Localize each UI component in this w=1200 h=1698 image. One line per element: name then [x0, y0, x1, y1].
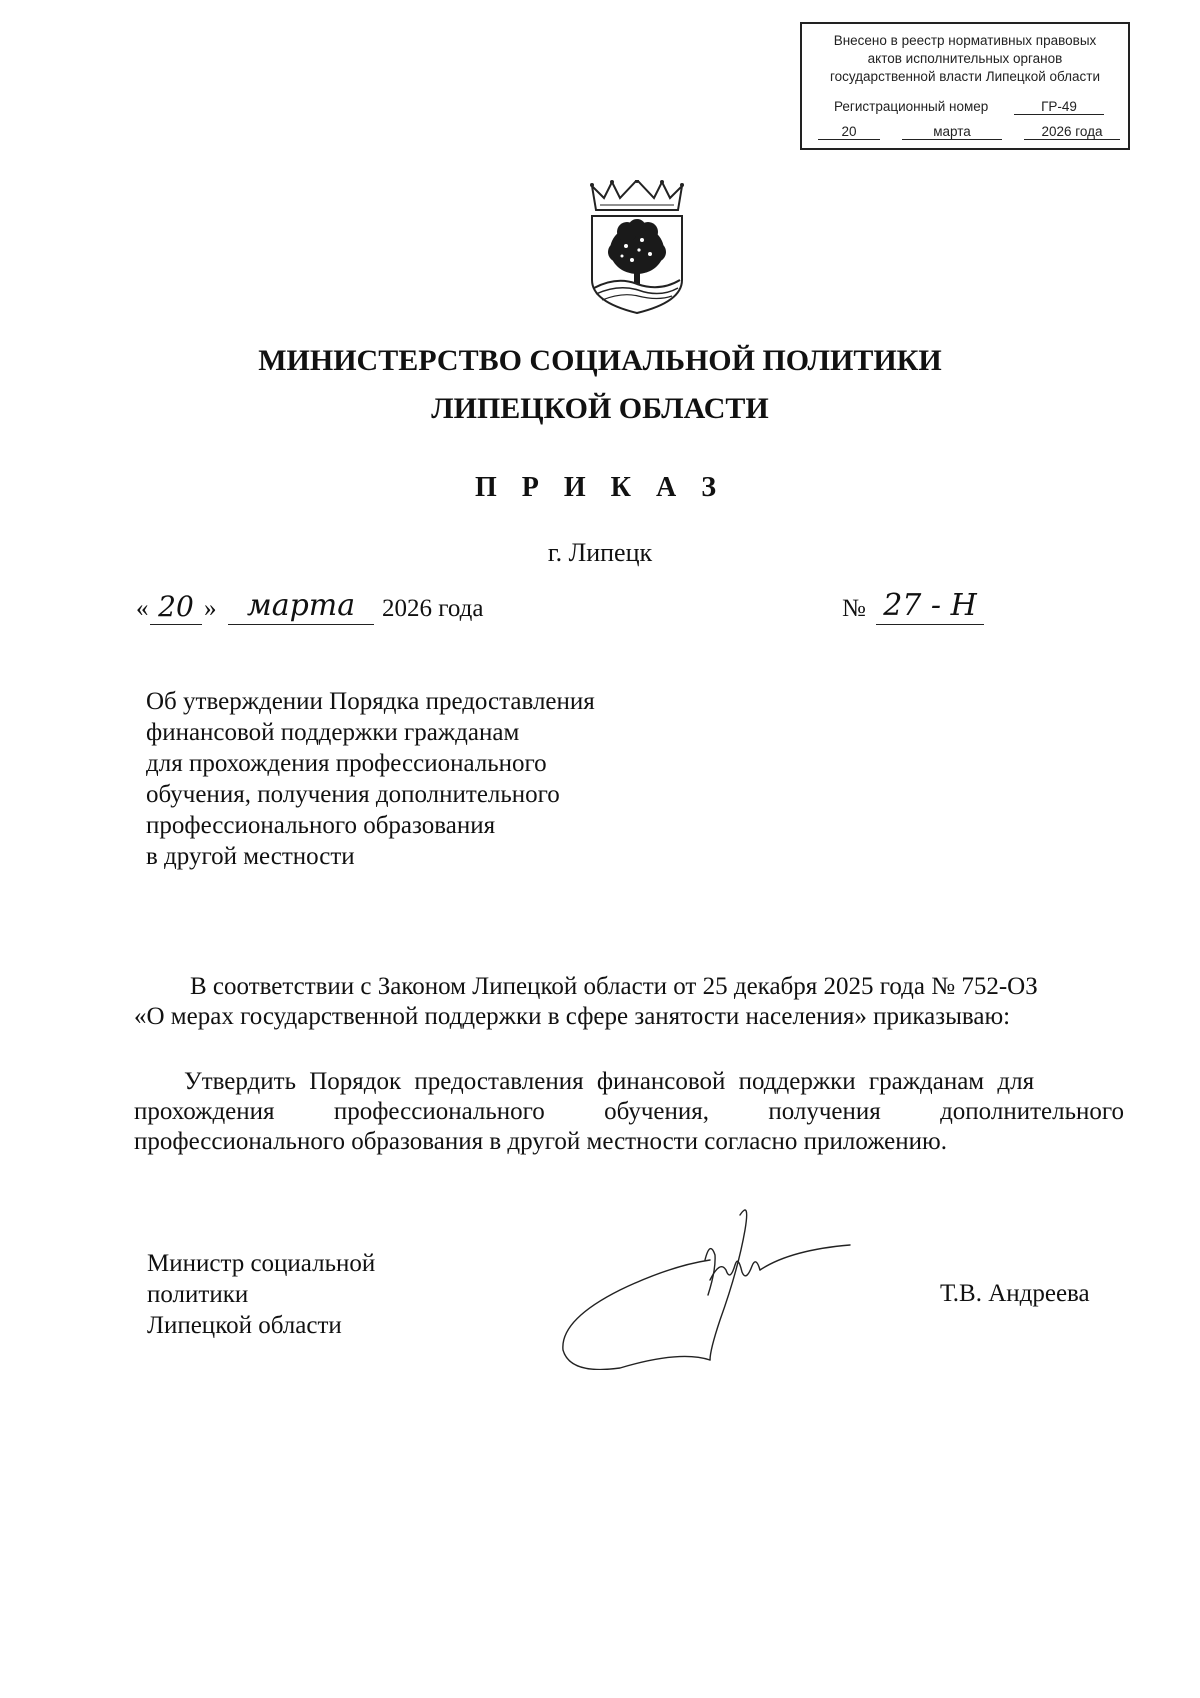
title-line: обучения, получения дополнительного: [146, 781, 560, 808]
position-line: политики: [147, 1281, 249, 1308]
stamp-reg-number: ГР-49: [1014, 99, 1104, 115]
position-line: Липецкой области: [147, 1312, 342, 1339]
registry-stamp: [800, 22, 1130, 150]
title-line: для прохождения профессионального: [146, 750, 547, 777]
stamp-day: 20: [818, 124, 880, 140]
stamp-month: марта: [902, 124, 1002, 140]
city-name: г. Липецк: [547, 538, 653, 567]
signatory-name: Т.В. Андреева: [940, 1280, 1090, 1307]
date-open-quote: «: [136, 595, 149, 622]
paragraph-line: «О мерах государственной поддержки в сфере занятости населения» приказываю:: [134, 1003, 1011, 1030]
handwritten-signature: [560, 1200, 860, 1370]
ministry-title-line-2: ЛИПЕЦКОЙ ОБЛАСТИ: [431, 392, 769, 425]
date-day-handwritten: 20: [150, 590, 202, 625]
stamp-line-1: Внесено в реестр нормативных правовых: [833, 33, 1097, 48]
paragraph-word: прохождения: [134, 1098, 275, 1125]
order-title: [146, 686, 595, 872]
ministry-title-line-1: МИНИСТЕРСТВО СОЦИАЛЬНОЙ ПОЛИТИКИ: [258, 344, 942, 377]
stamp-line-2: актов исполнительных органов: [867, 51, 1063, 66]
title-line: финансовой поддержки гражданам: [146, 719, 520, 746]
body-paragraph-1: [134, 972, 1124, 1032]
paragraph-line: В соответствии с Законом Липецкой области от 25 декабря 2025 года № 752-ОЗ: [190, 973, 1038, 1000]
paragraph-word: получения: [768, 1098, 881, 1125]
body-paragraph-2: [134, 1067, 1124, 1157]
document-type-heading: П Р И К А З: [475, 472, 725, 503]
paragraph-line-justified: [134, 1097, 1124, 1127]
date-year: 2026 года: [382, 595, 484, 622]
position-line: Министр социальной: [147, 1250, 376, 1277]
coat-of-arms-emblem: [582, 180, 692, 315]
title-line: профессионального образования: [146, 812, 496, 839]
paragraph-word: профессионального: [333, 1098, 545, 1125]
date-month-handwritten: марта: [228, 588, 374, 625]
title-line: в другой местности: [146, 843, 355, 870]
number-sign: №: [842, 595, 866, 622]
order-number-handwritten: 27 - Н: [876, 588, 984, 625]
paragraph-line: профессионального образования в другой местности согласно приложению.: [134, 1128, 947, 1155]
stamp-year: 2026 года: [1024, 124, 1120, 140]
paragraph-word: обучения,: [604, 1098, 710, 1125]
stamp-reg-label: Регистрационный номер: [834, 99, 989, 114]
title-line: Об утверждении Порядка предоставления: [146, 688, 595, 715]
paragraph-word: дополнительного: [940, 1098, 1124, 1125]
stamp-line-3: государственной власти Липецкой области: [829, 69, 1101, 84]
paragraph-text: Утвердить Порядок предоставления финансовой поддержки гражданам для: [184, 1068, 1035, 1095]
signatory-position: [147, 1248, 375, 1341]
paragraph-line: [134, 1067, 1124, 1097]
date-close-quote: »: [204, 595, 217, 622]
